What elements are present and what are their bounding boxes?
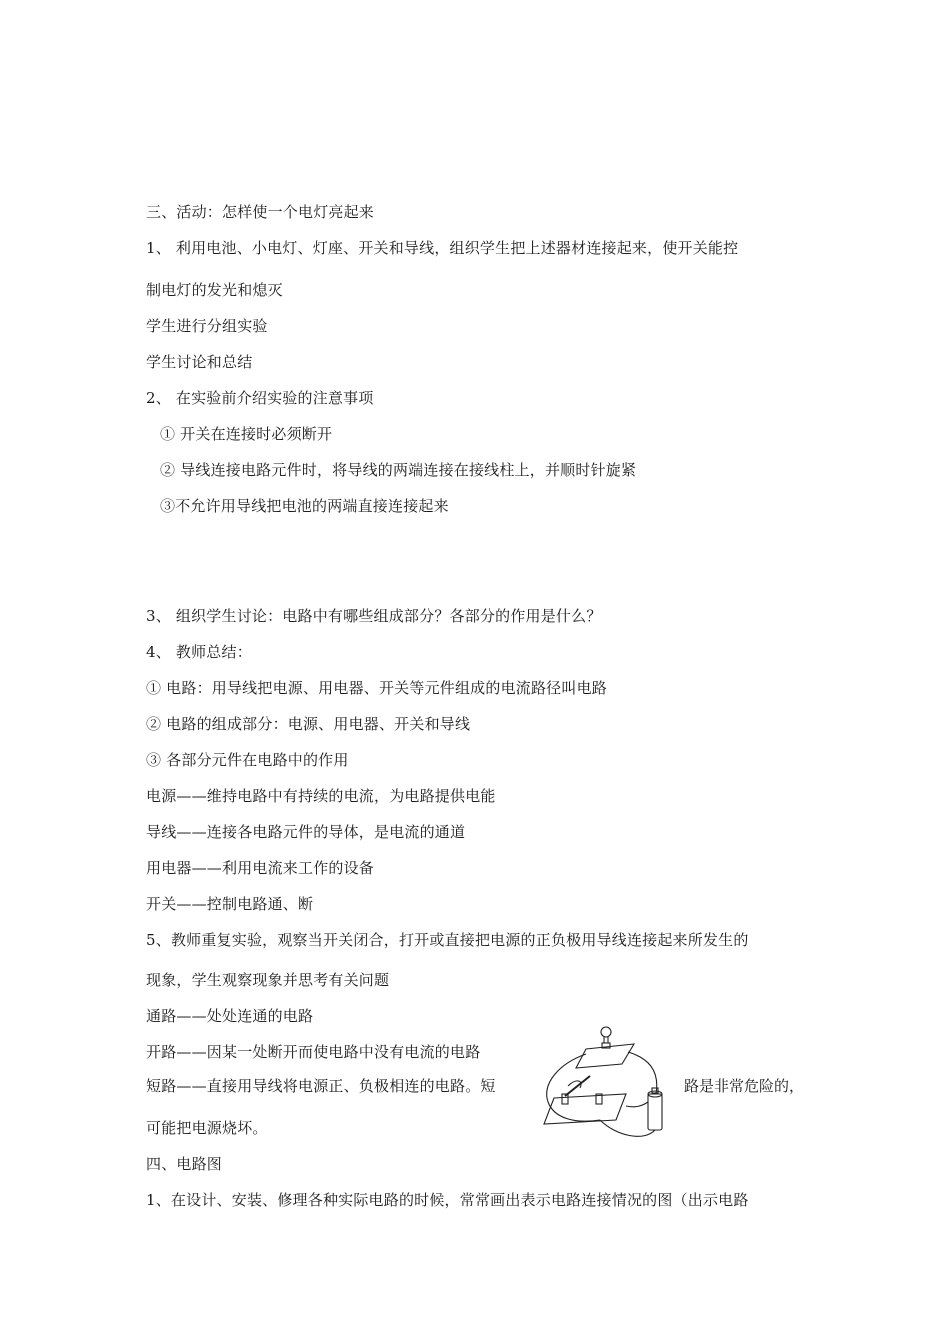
- paragraph-line: 制电灯的发光和熄灭: [146, 281, 283, 299]
- paragraph-line: 学生进行分组实验: [146, 317, 268, 335]
- paragraph-line: 3、 组织学生讨论：电路中有哪些组成部分？各部分的作用是什么？: [146, 607, 602, 625]
- list-item: ② 导线连接电路元件时，将导线的两端连接在接线柱上，并顺时针旋紧: [160, 461, 637, 479]
- paragraph-line-tail: 路是非常危险的，: [684, 1077, 805, 1095]
- wire: [600, 1120, 655, 1136]
- section-heading-circuit-diagram: 四、电路图: [146, 1155, 223, 1173]
- paragraph-line: 短路——直接用导线将电源正、负极相连的电路。短: [146, 1077, 496, 1095]
- list-item: ① 电路：用导线把电源、用电器、开关等元件组成的电流路径叫电路: [146, 679, 607, 697]
- paragraph-line: 通路——处处连通的电路: [146, 1007, 314, 1025]
- paragraph-line: 学生讨论和总结: [146, 353, 253, 371]
- paragraph-line: 4、 教师总结：: [146, 643, 252, 661]
- paragraph-line: 1、在设计、安装、修理各种实际电路的时候，常常画出表示电路连接情况的图（出示电路: [146, 1191, 749, 1209]
- list-item: ② 电路的组成部分：电源、用电器、开关和导线: [146, 715, 471, 733]
- paragraph-line: 开关——控制电路通、断: [146, 895, 314, 913]
- circuit-drawing: [540, 1024, 680, 1142]
- paragraph-line: 1、 利用电池、小电灯、灯座、开关和导线，组织学生把上述器材连接起来，使开关能控: [146, 239, 739, 257]
- wire: [547, 1054, 600, 1121]
- section-heading-activity: 三、活动：怎样使一个电灯亮起来: [146, 203, 375, 221]
- paragraph-line: 可能把电源烧坏。: [146, 1119, 268, 1137]
- wire: [626, 1102, 648, 1107]
- paragraph-line: 电源——维持电路中有持续的电流，为电路提供电能: [146, 787, 496, 805]
- list-item: ① 开关在连接时必须断开: [160, 425, 333, 443]
- bulb-icon: [601, 1027, 611, 1037]
- battery-icon: [648, 1094, 662, 1130]
- paragraph-line: 5、教师重复实验，观察当开关闭合，打开或直接把电源的正负极用导线连接起来所发生的: [146, 931, 749, 949]
- paragraph-line: 用电器——利用电流来工作的设备: [146, 859, 375, 877]
- list-item: ③不允许用导线把电池的两端直接连接起来: [160, 497, 449, 515]
- circuit-illustration: [540, 1024, 680, 1142]
- paragraph-line: 开路——因某一处断开而使电路中没有电流的电路: [146, 1043, 481, 1061]
- paragraph-line: 2、 在实验前介绍实验的注意事项: [146, 389, 374, 407]
- switch-board: [544, 1094, 626, 1124]
- paragraph-line: 现象，学生观察现象并思考有关问题: [146, 971, 390, 989]
- list-item: ③ 各部分元件在电路中的作用: [146, 751, 349, 769]
- paragraph-line: 导线——连接各电路元件的导体，是电流的通道: [146, 823, 466, 841]
